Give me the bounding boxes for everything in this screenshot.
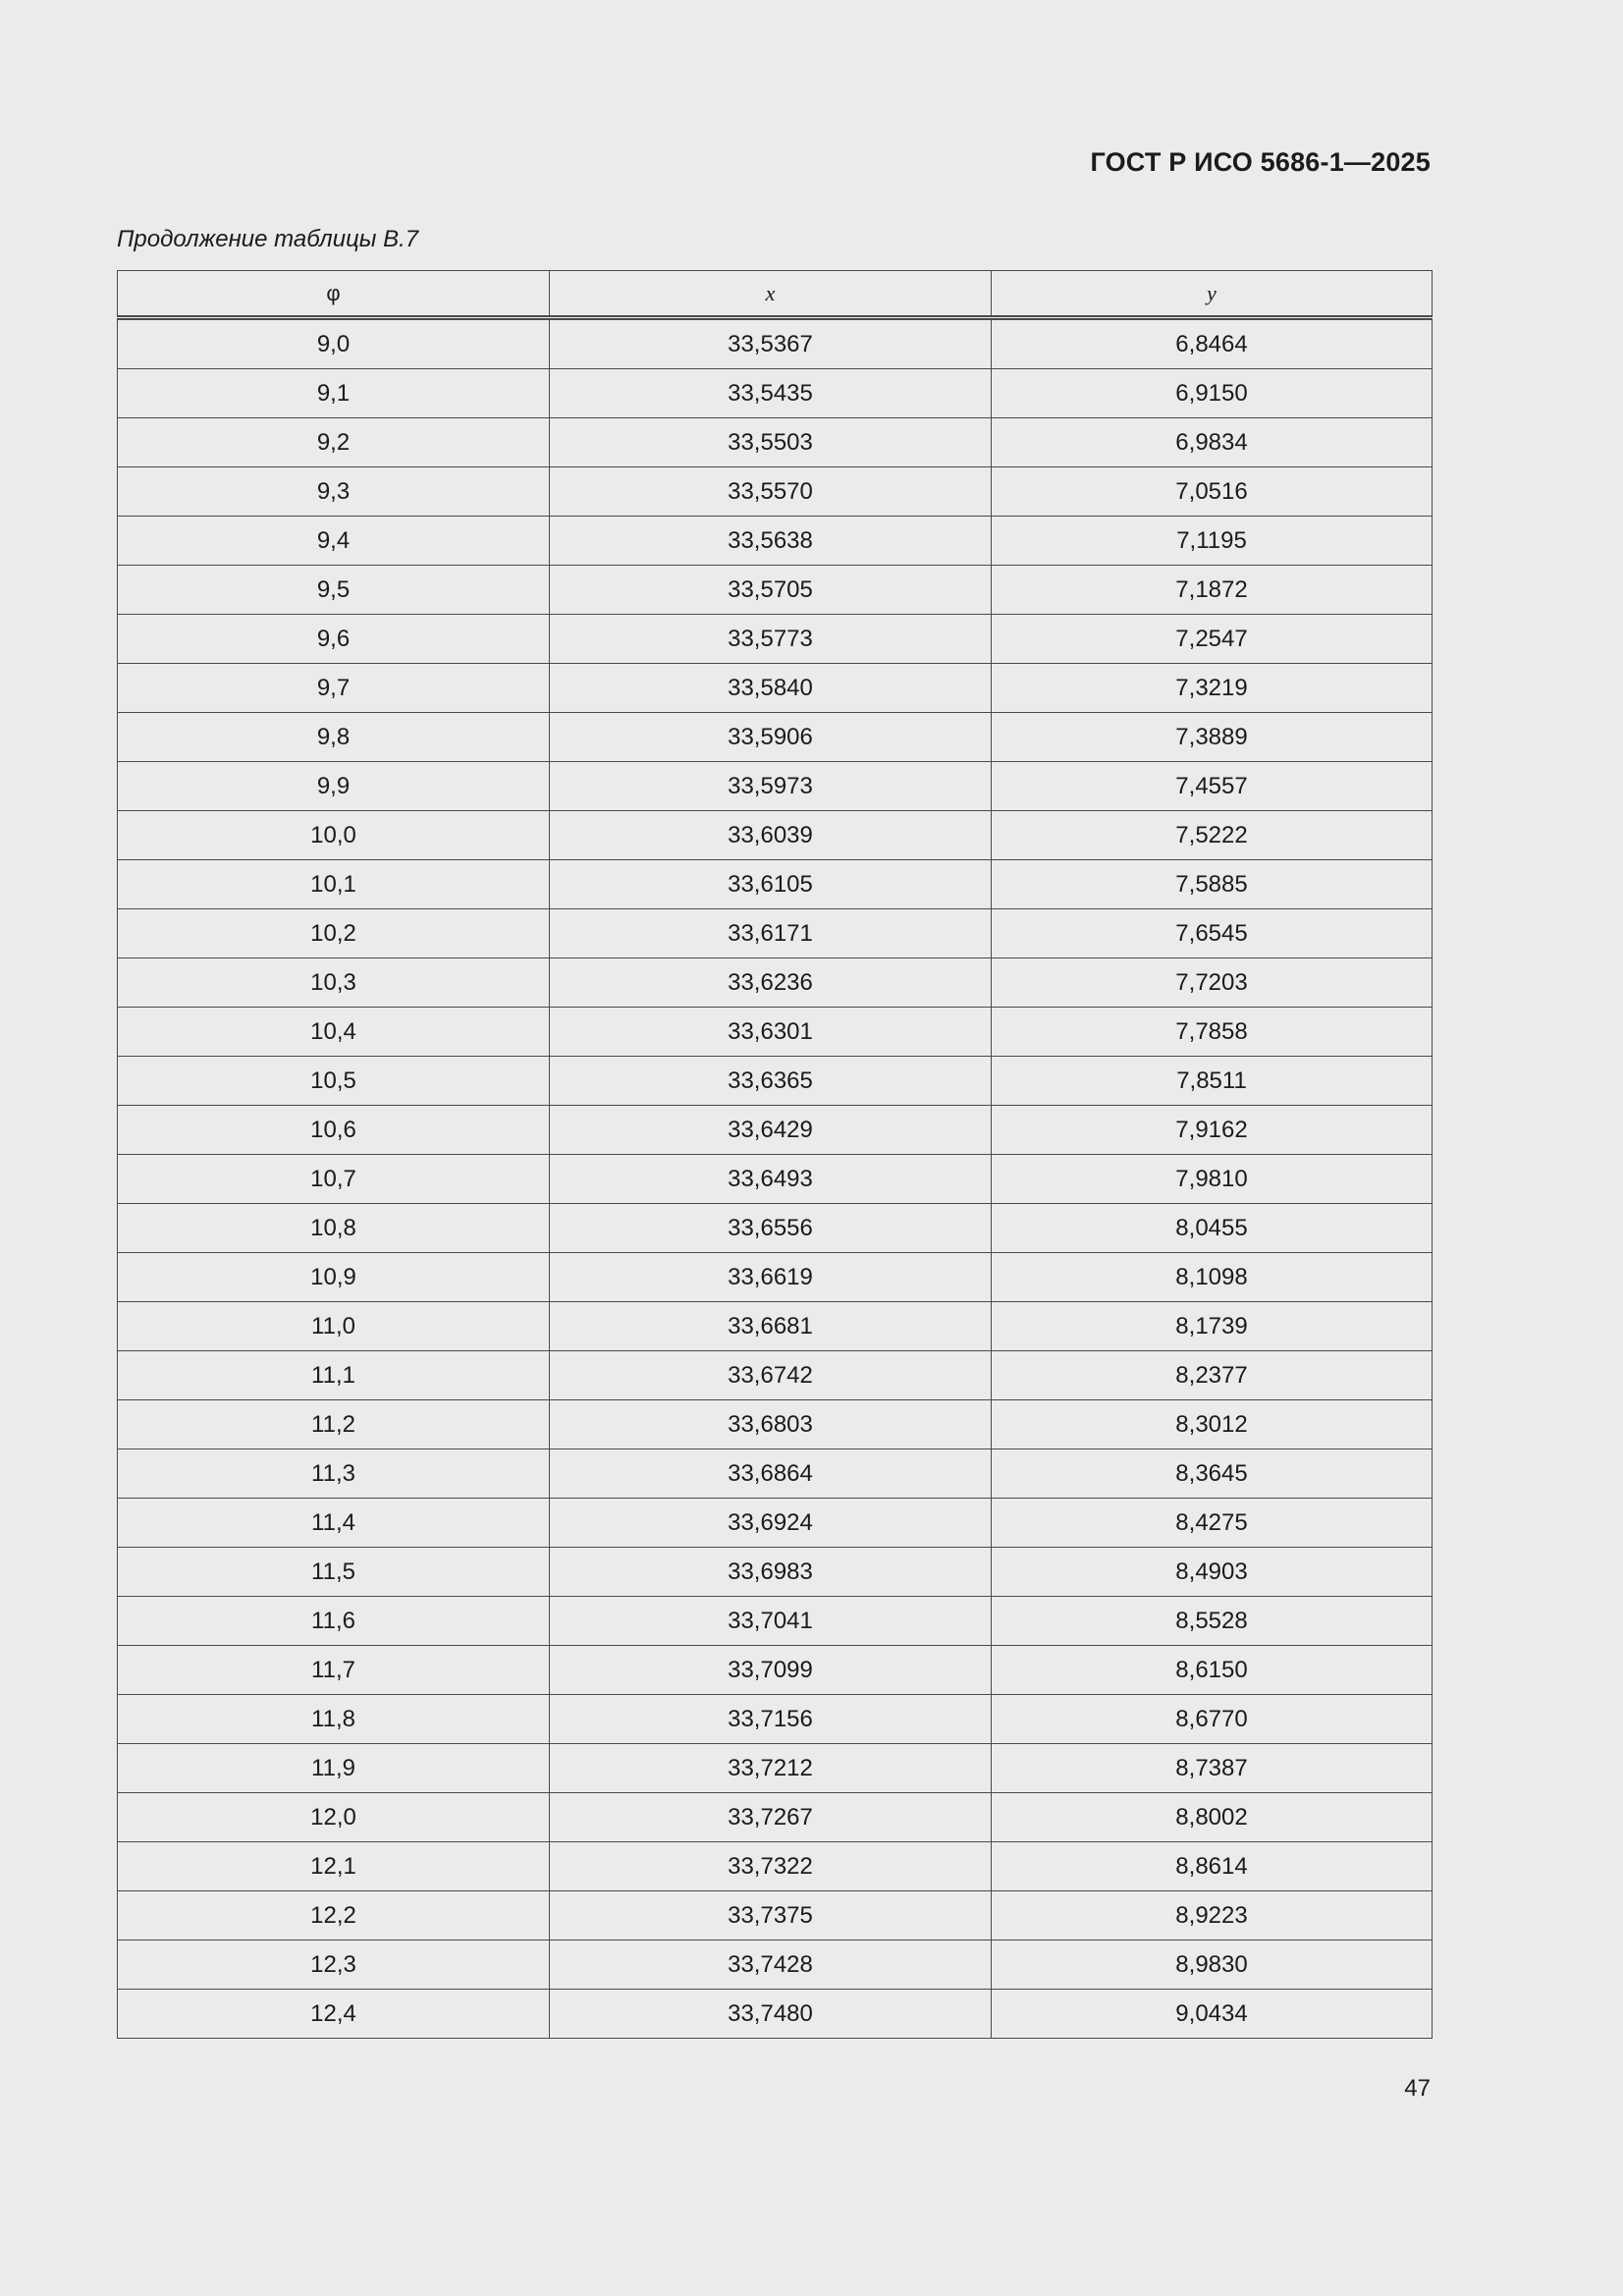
document-header: ГОСТ Р ИСО 5686-1—2025 — [1090, 147, 1431, 177]
table-cell-x: 33,7041 — [550, 1597, 992, 1646]
table-row — [118, 1548, 1433, 1597]
table-cell-y: 7,2547 — [992, 615, 1433, 664]
table-cell-y: 9,0434 — [992, 1990, 1433, 2039]
table-row — [118, 1351, 1433, 1400]
table-cell-x: 33,6105 — [550, 860, 992, 909]
table-row — [118, 909, 1433, 958]
table-cell-y: 7,1195 — [992, 517, 1433, 566]
table-cell-phi: 11,7 — [118, 1646, 550, 1695]
table-row — [118, 1155, 1433, 1204]
table-cell-x: 33,6039 — [550, 811, 992, 860]
table-cell-phi: 10,3 — [118, 958, 550, 1008]
table-row — [118, 1941, 1433, 1990]
table-cell-x: 33,7156 — [550, 1695, 992, 1744]
table-cell-x: 33,7428 — [550, 1941, 992, 1990]
table-cell-x: 33,7322 — [550, 1842, 992, 1891]
table-row — [118, 1057, 1433, 1106]
column-header-phi: φ — [118, 271, 550, 318]
table-row — [118, 811, 1433, 860]
table-cell-x: 33,5435 — [550, 369, 992, 418]
table-cell-y: 7,6545 — [992, 909, 1433, 958]
table-cell-phi: 10,9 — [118, 1253, 550, 1302]
table-cell-y: 6,8464 — [992, 318, 1433, 369]
table-cell-phi: 9,3 — [118, 467, 550, 517]
table-cell-y: 8,0455 — [992, 1204, 1433, 1253]
table-cell-x: 33,5906 — [550, 713, 992, 762]
table-row — [118, 1499, 1433, 1548]
table-cell-phi: 11,0 — [118, 1302, 550, 1351]
table-row — [118, 1253, 1433, 1302]
table-cell-y: 8,6150 — [992, 1646, 1433, 1695]
table-row — [118, 1449, 1433, 1499]
table-cell-y: 8,3645 — [992, 1449, 1433, 1499]
table-cell-y: 6,9834 — [992, 418, 1433, 467]
table-cell-phi: 11,6 — [118, 1597, 550, 1646]
table-row — [118, 958, 1433, 1008]
table-cell-x: 33,5638 — [550, 517, 992, 566]
table-cell-x: 33,5840 — [550, 664, 992, 713]
table-cell-y: 8,2377 — [992, 1351, 1433, 1400]
table-cell-phi: 12,4 — [118, 1990, 550, 2039]
table-cell-y: 8,8614 — [992, 1842, 1433, 1891]
table-cell-x: 33,7212 — [550, 1744, 992, 1793]
table-cell-phi: 11,9 — [118, 1744, 550, 1793]
table-cell-x: 33,5705 — [550, 566, 992, 615]
data-table — [117, 270, 1433, 2039]
table-cell-x: 33,6983 — [550, 1548, 992, 1597]
table-cell-x: 33,7480 — [550, 1990, 992, 2039]
table-row — [118, 615, 1433, 664]
table-cell-y: 7,7858 — [992, 1008, 1433, 1057]
table-cell-phi: 12,2 — [118, 1891, 550, 1941]
table-row — [118, 1204, 1433, 1253]
table-cell-x: 33,6171 — [550, 909, 992, 958]
table-cell-x: 33,6365 — [550, 1057, 992, 1106]
table-cell-phi: 10,4 — [118, 1008, 550, 1057]
column-header-x: x — [550, 271, 992, 318]
table-cell-x: 33,7375 — [550, 1891, 992, 1941]
table-cell-y: 6,9150 — [992, 369, 1433, 418]
table-cell-x: 33,6924 — [550, 1499, 992, 1548]
table-cell-y: 8,9223 — [992, 1891, 1433, 1941]
table-cell-phi: 10,5 — [118, 1057, 550, 1106]
table-cell-phi: 10,6 — [118, 1106, 550, 1155]
column-header-y: y — [992, 271, 1433, 318]
table-cell-y: 8,6770 — [992, 1695, 1433, 1744]
table-cell-y: 7,8511 — [992, 1057, 1433, 1106]
table-cell-y: 8,1098 — [992, 1253, 1433, 1302]
table-header-row — [118, 271, 1433, 318]
table-cell-x: 33,5570 — [550, 467, 992, 517]
table-cell-x: 33,6681 — [550, 1302, 992, 1351]
table-cell-phi: 9,6 — [118, 615, 550, 664]
table-row — [118, 1400, 1433, 1449]
table-cell-x: 33,6493 — [550, 1155, 992, 1204]
table-cell-y: 8,4275 — [992, 1499, 1433, 1548]
table-cell-x: 33,6619 — [550, 1253, 992, 1302]
table-cell-y: 7,3219 — [992, 664, 1433, 713]
table-cell-x: 33,6803 — [550, 1400, 992, 1449]
table-caption: Продолжение таблицы В.7 — [117, 226, 419, 252]
table-cell-y: 8,1739 — [992, 1302, 1433, 1351]
table-cell-phi: 10,7 — [118, 1155, 550, 1204]
table-cell-y: 7,3889 — [992, 713, 1433, 762]
table-header — [118, 271, 1433, 318]
table-cell-x: 33,6864 — [550, 1449, 992, 1499]
table-cell-y: 8,8002 — [992, 1793, 1433, 1842]
table-row — [118, 467, 1433, 517]
table-row — [118, 517, 1433, 566]
table-cell-y: 7,5222 — [992, 811, 1433, 860]
table-row — [118, 1646, 1433, 1695]
table-cell-y: 8,3012 — [992, 1400, 1433, 1449]
table-cell-x: 33,7267 — [550, 1793, 992, 1842]
table-row — [118, 664, 1433, 713]
table-cell-y: 7,9162 — [992, 1106, 1433, 1155]
table-cell-phi: 12,0 — [118, 1793, 550, 1842]
table-cell-x: 33,7099 — [550, 1646, 992, 1695]
table-cell-phi: 9,7 — [118, 664, 550, 713]
table-cell-y: 8,5528 — [992, 1597, 1433, 1646]
table-cell-y: 7,5885 — [992, 860, 1433, 909]
table-cell-phi: 10,1 — [118, 860, 550, 909]
table-cell-y: 7,9810 — [992, 1155, 1433, 1204]
table-cell-phi: 10,8 — [118, 1204, 550, 1253]
table-row — [118, 1990, 1433, 2039]
table-cell-y: 7,4557 — [992, 762, 1433, 811]
page-number: 47 — [1404, 2075, 1431, 2102]
table-row — [118, 1302, 1433, 1351]
table-row — [118, 713, 1433, 762]
table-cell-phi: 11,2 — [118, 1400, 550, 1449]
table-cell-phi: 9,9 — [118, 762, 550, 811]
table-row — [118, 1106, 1433, 1155]
table-cell-phi: 11,3 — [118, 1449, 550, 1499]
table-cell-phi: 9,2 — [118, 418, 550, 467]
table-cell-phi: 9,8 — [118, 713, 550, 762]
table-row — [118, 1891, 1433, 1941]
table-cell-y: 7,0516 — [992, 467, 1433, 517]
table-cell-x: 33,5973 — [550, 762, 992, 811]
table-body — [118, 318, 1433, 2039]
table-cell-x: 33,6556 — [550, 1204, 992, 1253]
table-row — [118, 1695, 1433, 1744]
table-cell-phi: 12,3 — [118, 1941, 550, 1990]
table-row — [118, 1597, 1433, 1646]
table-row — [118, 1793, 1433, 1842]
table-row — [118, 418, 1433, 467]
table-cell-x: 33,6236 — [550, 958, 992, 1008]
table-row — [118, 318, 1433, 369]
table-cell-phi: 10,0 — [118, 811, 550, 860]
table-cell-x: 33,5367 — [550, 318, 992, 369]
table-cell-y: 7,1872 — [992, 566, 1433, 615]
table-cell-x: 33,6429 — [550, 1106, 992, 1155]
table-cell-phi: 9,5 — [118, 566, 550, 615]
table-row — [118, 1744, 1433, 1793]
table-cell-phi: 10,2 — [118, 909, 550, 958]
table-cell-y: 7,7203 — [992, 958, 1433, 1008]
table-cell-phi: 11,4 — [118, 1499, 550, 1548]
table-cell-phi: 11,1 — [118, 1351, 550, 1400]
table-cell-y: 8,9830 — [992, 1941, 1433, 1990]
table-cell-phi: 11,5 — [118, 1548, 550, 1597]
table-row — [118, 566, 1433, 615]
table-cell-phi: 9,4 — [118, 517, 550, 566]
table-cell-y: 8,4903 — [992, 1548, 1433, 1597]
table-cell-x: 33,5773 — [550, 615, 992, 664]
table-row — [118, 1008, 1433, 1057]
table-cell-phi: 9,0 — [118, 318, 550, 369]
table-row — [118, 369, 1433, 418]
table-cell-x: 33,6301 — [550, 1008, 992, 1057]
table-row — [118, 762, 1433, 811]
table-cell-phi: 9,1 — [118, 369, 550, 418]
table-cell-y: 8,7387 — [992, 1744, 1433, 1793]
table-cell-x: 33,5503 — [550, 418, 992, 467]
table-row — [118, 860, 1433, 909]
table-cell-phi: 12,1 — [118, 1842, 550, 1891]
table-cell-phi: 11,8 — [118, 1695, 550, 1744]
table-row — [118, 1842, 1433, 1891]
table-cell-x: 33,6742 — [550, 1351, 992, 1400]
